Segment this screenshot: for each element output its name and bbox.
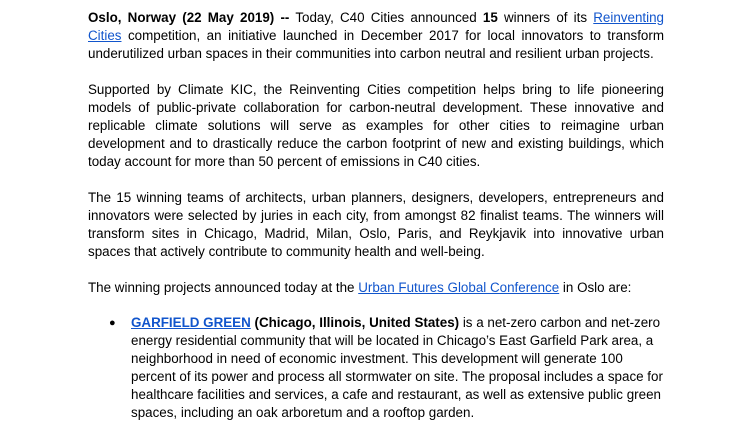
- garfield-green-link[interactable]: GARFIELD GREEN: [131, 315, 251, 330]
- document-body: [88, 9, 664, 422]
- conference-paragraph: [88, 279, 664, 297]
- intro-paragraph: [88, 9, 664, 63]
- bullet-icon: ●: [109, 317, 116, 329]
- reinventing-cities-link[interactable]: Reinventing Cities: [88, 10, 664, 43]
- conference-text-a: The winning projects announced today at the: [88, 280, 359, 295]
- list-item: [88, 314, 664, 422]
- intro-text-a: Today, C40 Cities announced: [289, 10, 483, 25]
- intro-text-c: competition, an initiative launched in December 2017 for local innovators to transform underutilized urban spaces in their communities into carbon neutral and resilient urban projects.: [88, 28, 664, 61]
- urban-futures-conference-link[interactable]: Urban Futures Global Conference: [358, 280, 560, 295]
- project-description: is a net-zero carbon and net-zero energy residential community that will be located in Chicago’s East Garfield Park area, a neighborhood in need of economic investment. This development will generate 100 percent of its power and process all stormwater on site. The proposal includes a space for healthcare facilities and services, a cafe and restaurant, as well as extensive public green spaces, including an oak arboretum and a rooftop garden.: [131, 315, 663, 420]
- winning-projects-list: [88, 314, 664, 422]
- intro-text-b: winners of its: [497, 10, 594, 25]
- project-location: (Chicago, Illinois, United States): [250, 315, 460, 330]
- winning-teams-paragraph: The 15 winning teams of architects, urban planners, designers, developers, entrepreneurs and innovators were selected by juries in each city, from amongst 82 finalist teams. The winners will transform sites in Chicago, Madrid, Milan, Oslo, Paris, and Reykjavik into innovative urban spaces that actively contribute to community health and well-being.: [88, 190, 664, 259]
- climate-kic-paragraph: Supported by Climate KIC, the Reinventing Cities competition helps bring to life pioneering models of public-private collaboration for carbon-neutral development. These innovative and replicable climate solutions will serve as examples for other cities to reimagine urban development and to drastically reduce the carbon footprint of new and existing buildings, which today account for more than 50 percent of emissions in C40 cities.: [88, 82, 664, 169]
- winner-count: 15: [482, 10, 498, 25]
- conference-text-b: in Oslo are:: [559, 280, 632, 295]
- dateline: Oslo, Norway (22 May 2019) --: [88, 10, 290, 25]
